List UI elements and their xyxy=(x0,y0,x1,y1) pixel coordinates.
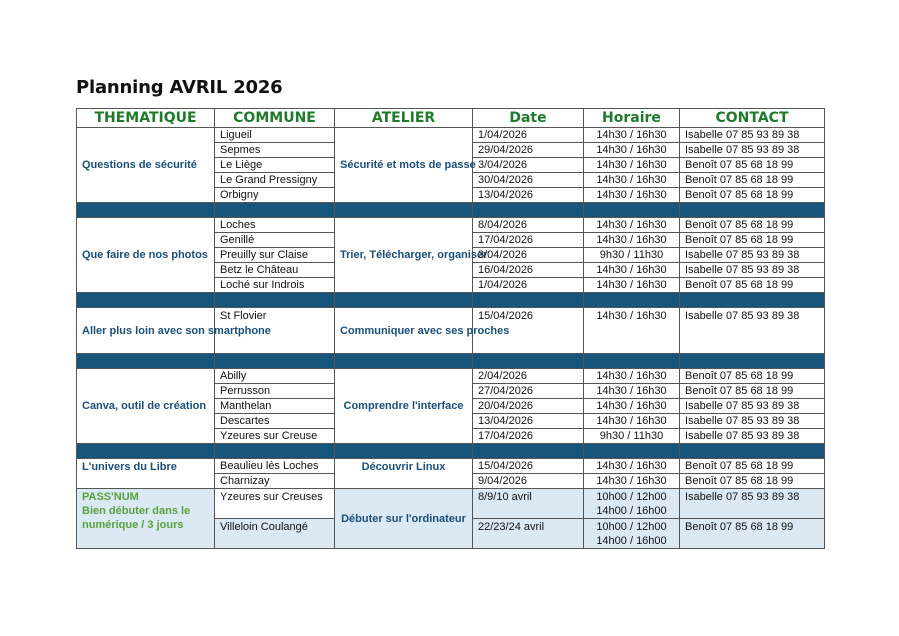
contact-cell: Isabelle 07 85 93 89 38 xyxy=(680,128,825,143)
table-row xyxy=(77,459,825,474)
contact-cell: Isabelle 07 85 93 89 38 xyxy=(680,489,825,519)
horaire-cell: 9h30 / 11h30 xyxy=(584,429,680,444)
contact-cell: Benoît 07 85 68 18 99 xyxy=(680,188,825,203)
horaire-morning: 10h00 / 12h00 xyxy=(596,491,667,503)
horaire-cell: 14h30 / 16h30 xyxy=(584,278,680,293)
thematique-cell: Canva, outil de création xyxy=(77,369,215,444)
commune-cell: Charnizay xyxy=(215,474,335,489)
atelier-cell: Trier, Télécharger, organiser xyxy=(335,218,473,293)
contact-cell: Benoît 07 85 68 18 99 xyxy=(680,384,825,399)
horaire-cell: 14h30 / 16h30 xyxy=(584,158,680,173)
contact-cell: Benoît 07 85 68 18 99 xyxy=(680,158,825,173)
commune-cell: St Flovier xyxy=(215,308,335,354)
horaire-cell: 14h30 / 16h30 xyxy=(584,188,680,203)
commune-cell: Sepmes xyxy=(215,143,335,158)
atelier-cell: Débuter sur l'ordinateur xyxy=(335,489,473,549)
contact-cell: Isabelle 07 85 93 89 38 xyxy=(680,248,825,263)
horaire-cell xyxy=(584,519,680,549)
horaire-afternoon: 14h00 / 16h00 xyxy=(596,505,667,517)
date-cell: 2/04/2026 xyxy=(473,369,584,384)
contact-cell: Isabelle 07 85 93 89 38 xyxy=(680,429,825,444)
planning-table xyxy=(76,108,825,549)
header-thematique: THEMATIQUE xyxy=(77,109,215,128)
date-cell: 3/04/2026 xyxy=(473,158,584,173)
commune-cell: Yzeures sur Creuses xyxy=(215,489,335,519)
commune-cell: Villeloin Coulangé xyxy=(215,519,335,549)
thematique-cell: Questions de sécurité xyxy=(77,128,215,203)
commune-cell: Le Grand Pressigny xyxy=(215,173,335,188)
commune-cell: Yzeures sur Creuse xyxy=(215,429,335,444)
horaire-morning: 10h00 / 12h00 xyxy=(596,521,667,533)
contact-cell: Benoît 07 85 68 18 99 xyxy=(680,519,825,549)
header-commune: COMMUNE xyxy=(215,109,335,128)
commune-cell: Abilly xyxy=(215,369,335,384)
commune-cell: Loché sur Indrois xyxy=(215,278,335,293)
date-cell: 17/04/2026 xyxy=(473,429,584,444)
horaire-cell: 14h30 / 16h30 xyxy=(584,173,680,188)
horaire-cell: 14h30 / 16h30 xyxy=(584,308,680,354)
thematique-cell: L'univers du Libre xyxy=(77,459,215,489)
contact-cell: Benoît 07 85 68 18 99 xyxy=(680,233,825,248)
page-title: Planning AVRIL 2026 xyxy=(76,77,283,98)
contact-cell: Isabelle 07 85 93 89 38 xyxy=(680,308,825,354)
pass-label: PASS'NUM xyxy=(82,491,139,503)
horaire-cell: 14h30 / 16h30 xyxy=(584,414,680,429)
horaire-cell xyxy=(584,489,680,519)
thematique-cell: Aller plus loin avec son smartphone xyxy=(77,308,215,354)
date-cell: 27/04/2026 xyxy=(473,384,584,399)
date-cell: 8/9/10 avril xyxy=(473,489,584,519)
atelier-cell: Découvrir Linux xyxy=(335,459,473,489)
date-cell: 15/04/2026 xyxy=(473,459,584,474)
commune-cell: Beaulieu lès Loches xyxy=(215,459,335,474)
contact-cell: Benoît 07 85 68 18 99 xyxy=(680,369,825,384)
pass-thematique-cell xyxy=(77,489,215,549)
commune-cell: Manthelan xyxy=(215,399,335,414)
commune-cell: Betz le Château xyxy=(215,263,335,278)
date-cell: 13/04/2026 xyxy=(473,414,584,429)
date-cell: 13/04/2026 xyxy=(473,188,584,203)
contact-cell: Isabelle 07 85 93 89 38 xyxy=(680,143,825,158)
date-cell: 16/04/2026 xyxy=(473,263,584,278)
table-header-row xyxy=(77,109,825,128)
table-row xyxy=(77,369,825,384)
horaire-afternoon: 14h00 / 16h00 xyxy=(596,535,667,547)
atelier-cell: Sécurité et mots de passe xyxy=(335,128,473,203)
commune-cell: Le Liège xyxy=(215,158,335,173)
date-cell: 3/04/2026 xyxy=(473,248,584,263)
contact-cell: Isabelle 07 85 93 89 38 xyxy=(680,399,825,414)
commune-cell: Orbigny xyxy=(215,188,335,203)
horaire-cell: 14h30 / 16h30 xyxy=(584,128,680,143)
contact-cell: Benoît 07 85 68 18 99 xyxy=(680,218,825,233)
table-row xyxy=(77,308,825,354)
separator-row xyxy=(77,444,825,459)
date-cell: 1/04/2026 xyxy=(473,278,584,293)
header-date: Date xyxy=(473,109,584,128)
thematique-cell: Que faire de nos photos xyxy=(77,218,215,293)
separator-row xyxy=(77,293,825,308)
date-cell: 20/04/2026 xyxy=(473,399,584,414)
date-cell: 1/04/2026 xyxy=(473,128,584,143)
date-cell: 15/04/2026 xyxy=(473,308,584,354)
contact-cell: Benoît 07 85 68 18 99 xyxy=(680,459,825,474)
horaire-cell: 9h30 / 11h30 xyxy=(584,248,680,263)
date-cell: 30/04/2026 xyxy=(473,173,584,188)
date-cell: 9/04/2026 xyxy=(473,474,584,489)
horaire-cell: 14h30 / 16h30 xyxy=(584,233,680,248)
date-cell: 29/04/2026 xyxy=(473,143,584,158)
header-horaire: Horaire xyxy=(584,109,680,128)
horaire-cell: 14h30 / 16h30 xyxy=(584,369,680,384)
atelier-cell: Communiquer avec ses proches xyxy=(335,308,473,354)
contact-cell: Isabelle 07 85 93 89 38 xyxy=(680,414,825,429)
horaire-cell: 14h30 / 16h30 xyxy=(584,263,680,278)
table-row xyxy=(77,128,825,143)
date-cell: 17/04/2026 xyxy=(473,233,584,248)
table-row xyxy=(77,489,825,519)
separator-row xyxy=(77,203,825,218)
commune-cell: Loches xyxy=(215,218,335,233)
horaire-cell: 14h30 / 16h30 xyxy=(584,218,680,233)
commune-cell: Ligueil xyxy=(215,128,335,143)
separator-row xyxy=(77,354,825,369)
pass-subtitle: Bien débuter dans le numérique / 3 jours xyxy=(82,505,191,531)
commune-cell: Genillé xyxy=(215,233,335,248)
date-cell: 8/04/2026 xyxy=(473,218,584,233)
date-cell: 22/23/24 avril xyxy=(473,519,584,549)
contact-cell: Benoît 07 85 68 18 99 xyxy=(680,173,825,188)
commune-cell: Descartes xyxy=(215,414,335,429)
horaire-cell: 14h30 / 16h30 xyxy=(584,399,680,414)
commune-cell: Preuilly sur Claise xyxy=(215,248,335,263)
commune-cell: Perrusson xyxy=(215,384,335,399)
header-contact: CONTACT xyxy=(680,109,825,128)
contact-cell: Benoît 07 85 68 18 99 xyxy=(680,278,825,293)
horaire-cell: 14h30 / 16h30 xyxy=(584,459,680,474)
contact-cell: Isabelle 07 85 93 89 38 xyxy=(680,263,825,278)
horaire-cell: 14h30 / 16h30 xyxy=(584,474,680,489)
atelier-cell: Comprendre l'interface xyxy=(335,369,473,444)
table-row xyxy=(77,218,825,233)
horaire-cell: 14h30 / 16h30 xyxy=(584,384,680,399)
contact-cell: Benoît 07 85 68 18 99 xyxy=(680,474,825,489)
header-atelier: ATELIER xyxy=(335,109,473,128)
horaire-cell: 14h30 / 16h30 xyxy=(584,143,680,158)
